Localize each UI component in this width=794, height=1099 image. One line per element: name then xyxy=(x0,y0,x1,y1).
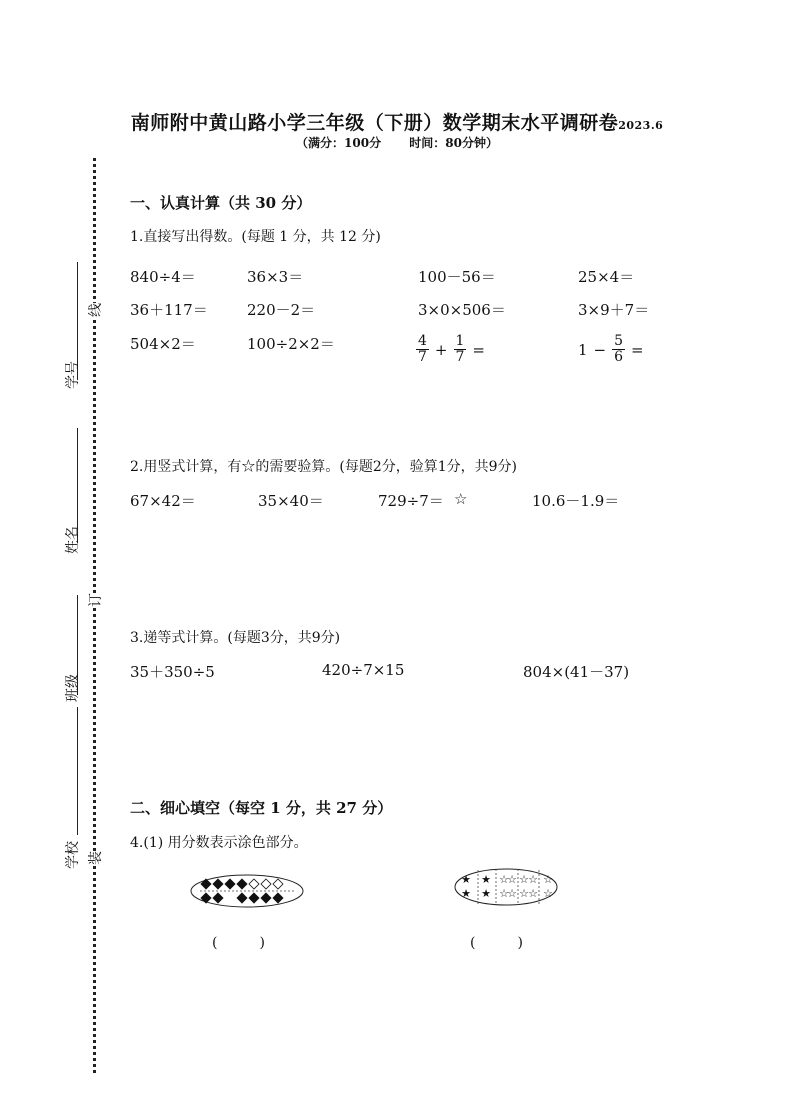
star-ellipse-figure xyxy=(452,866,560,908)
filled-diamond-icon xyxy=(201,879,211,889)
xian-mark: 线 xyxy=(85,303,105,317)
q3-expr: 35＋350÷5 xyxy=(130,663,215,681)
empty-star-icon: ☆ xyxy=(499,887,509,900)
fraction: $\frac{4}{7}$ xyxy=(418,333,427,365)
banji-label: 班级 xyxy=(65,674,81,702)
q3-prompt: 3.递等式计算。(每题3分，共9分) xyxy=(130,630,341,646)
filled-diamond-icon xyxy=(249,893,259,903)
q1-expr: 100－56＝ xyxy=(418,268,496,286)
exam-info xyxy=(0,134,794,151)
empty-star-icon: ☆ xyxy=(528,887,538,900)
empty-diamond-icon xyxy=(273,879,283,889)
q4-prompt: 4.(1) 用分数表示涂色部分。 xyxy=(130,835,308,851)
empty-star-icon: ☆ xyxy=(519,873,529,886)
q1-expr: 220－2＝ xyxy=(247,301,316,319)
q1-fraction-expr-a: $\frac{4}{7}$ + $\frac{1}{7}$ = xyxy=(418,333,485,365)
q1-expr: 25×4＝ xyxy=(578,268,635,286)
empty-star-icon: ☆ xyxy=(499,873,509,886)
empty-star-icon: ☆ xyxy=(507,873,517,886)
empty-star-icon: ☆ xyxy=(543,873,553,886)
filled-diamond-icon xyxy=(237,893,247,903)
q2-expr: 67×42＝ xyxy=(130,492,196,510)
empty-star-icon: ☆ xyxy=(519,887,529,900)
xuexiao-blank-line xyxy=(77,707,78,835)
page-title xyxy=(0,108,794,135)
empty-diamond-icon xyxy=(249,879,259,889)
section2-heading: 二、细心填空（每空 1 分，共 27 分） xyxy=(130,799,393,817)
xuexiao-label: 学校 xyxy=(65,841,81,869)
filled-star-icon: ★ xyxy=(461,887,471,900)
fraction: $\frac{5}{6}$ xyxy=(614,333,624,365)
q1-expr: 504×2＝ xyxy=(130,335,196,353)
star-mark: ☆ xyxy=(454,490,468,508)
section1-heading: 一、认真计算（共 30 分） xyxy=(130,194,312,212)
zhuang-mark: 装 xyxy=(85,851,105,865)
filled-diamond-icon xyxy=(237,879,247,889)
empty-star-icon: ☆ xyxy=(528,873,538,886)
filled-star-icon: ★ xyxy=(481,873,491,886)
q1-expr: 3×0×506＝ xyxy=(418,301,506,319)
filled-diamond-icon xyxy=(201,893,211,903)
full-score: （满分：100分 xyxy=(296,136,382,150)
filled-diamond-icon xyxy=(213,893,223,903)
filled-star-icon: ★ xyxy=(481,887,491,900)
q2-expr: 729÷7＝ xyxy=(378,492,444,510)
empty-diamond-icon xyxy=(261,879,271,889)
empty-star-icon: ☆ xyxy=(507,887,517,900)
xuehao-label: 学号 xyxy=(65,361,81,389)
filled-diamond-icon xyxy=(213,879,223,889)
q1-expr: 36＋117＝ xyxy=(130,301,208,319)
q1-expr: 100÷2×2＝ xyxy=(247,335,335,353)
diamond-ellipse-figure xyxy=(188,872,306,910)
binding-dotted-line xyxy=(93,158,96,1073)
q2-expr: 35×40＝ xyxy=(258,492,324,510)
exam-time: 时间：80分钟） xyxy=(409,136,498,150)
q3-expr: 420÷7×15 xyxy=(322,661,405,679)
filled-diamond-icon xyxy=(273,893,283,903)
title-text: 南师附中黄山路小学三年级（下册）数学期末水平调研卷 xyxy=(130,112,619,134)
q1-expr: 36×3＝ xyxy=(247,268,304,286)
q1-prompt: 1.直接写出得数。(每题 1 分，共 12 分) xyxy=(130,229,381,245)
q1-expr: 3×9＋7＝ xyxy=(578,301,650,319)
filled-star-icon: ★ xyxy=(461,873,471,886)
xingming-label: 姓名 xyxy=(65,526,81,554)
filled-diamond-icon xyxy=(261,893,271,903)
title-year: 2023.6 xyxy=(618,119,664,132)
answer-blank-left[interactable]: ( ) xyxy=(212,935,265,951)
empty-star-icon: ☆ xyxy=(543,887,553,900)
fraction: $\frac{1}{7}$ xyxy=(455,333,465,365)
q2-prompt: 2.用竖式计算，有☆的需要验算。(每题2分，验算1分，共9分) xyxy=(130,459,518,475)
q1-expr: 840÷4＝ xyxy=(130,268,196,286)
filled-diamond-icon xyxy=(225,879,235,889)
q2-expr: 10.6－1.9＝ xyxy=(532,492,620,510)
q1-fraction-expr-b: 1 − $\frac{5}{6}$ = xyxy=(578,333,644,365)
answer-blank-right[interactable]: ( ) xyxy=(470,935,523,951)
q3-expr: 804×(41－37) xyxy=(523,663,630,681)
ding-mark: 订 xyxy=(85,593,105,607)
